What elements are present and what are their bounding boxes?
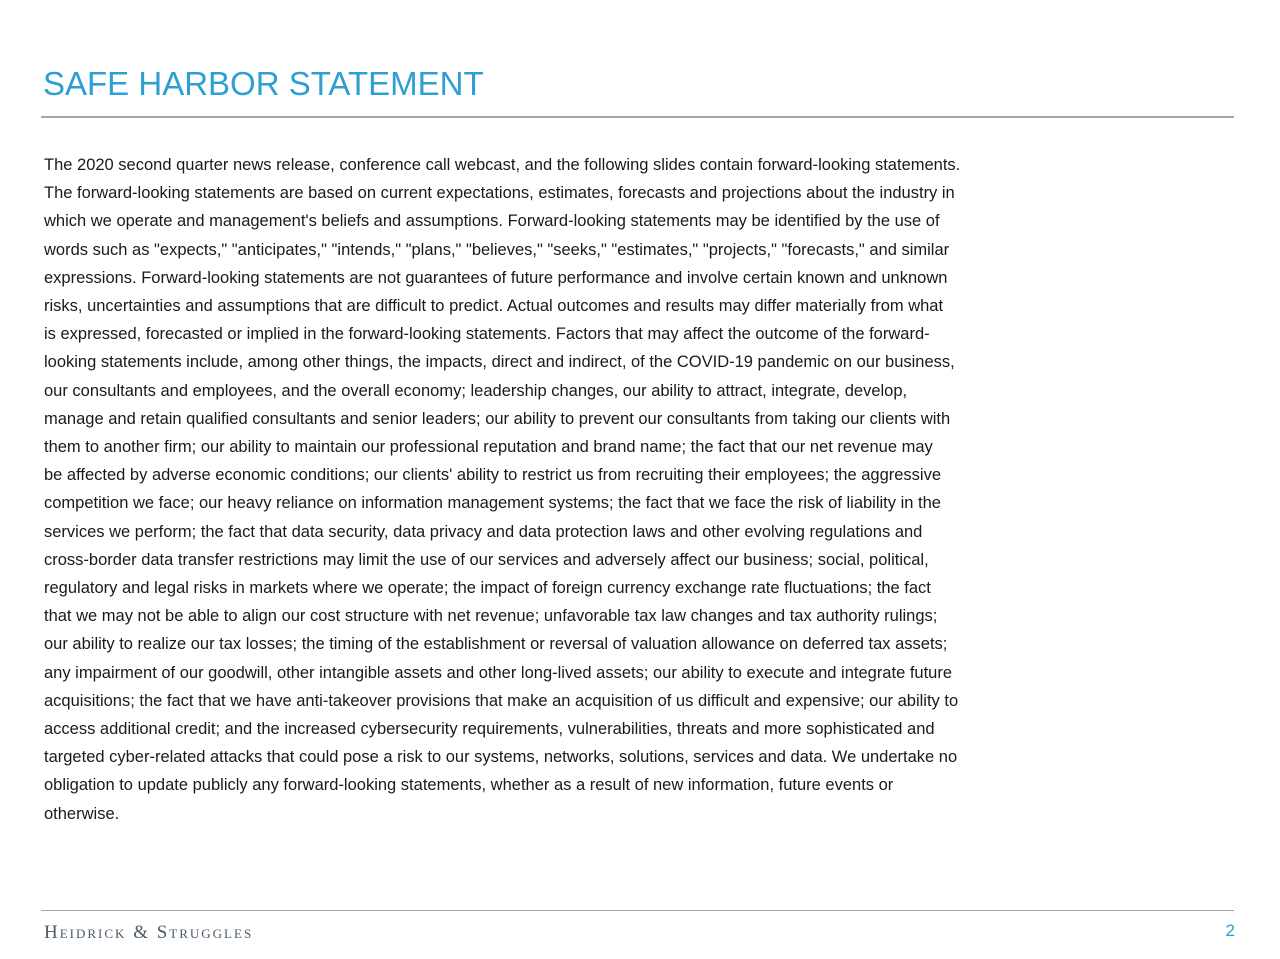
title-divider [41,116,1234,118]
body-line: them to another firm; our ability to maintain our professional reputation and brand name; the fact that our net revenue may [44,438,933,457]
page-number: 2 [1225,921,1235,940]
body-line: words such as "expects," "anticipates," "intends," "plans," "believes," "seeks," "estimates," "projects," "forecasts," and similar [44,240,950,259]
body-line: which we operate and management's beliefs and assumptions. Forward-looking statements may be identified by the use of [44,212,940,231]
body-line: expressions. Forward-looking statements are not guarantees of future performance and involve certain known and unknown [44,268,948,287]
body-line: manage and retain qualified consultants and senior leaders; our ability to prevent our consultants from taking our clients with [44,409,951,428]
body-line: services we perform; the fact that data security, data privacy and data protection laws and other evolving regulations and [44,522,923,541]
slide-title: SAFE HARBOR STATEMENT [43,65,484,102]
body-line: acquisitions; the fact that we have anti-takeover provisions that make an acquisition of us difficult and expensive; our ability to [44,691,959,710]
body-line: looking statements include, among other things, the impacts, direct and indirect, of the COVID-19 pandemic on our business, [44,353,955,372]
body-line: obligation to update publicly any forward-looking statements, whether as a result of new information, future events or [44,776,894,795]
safe-harbor-body [44,151,1232,841]
body-line: be affected by adverse economic conditions; our clients' ability to restrict us from recruiting their employees; the aggressive [44,466,942,485]
body-line: our ability to realize our tax losses; the timing of the establishment or reversal of valuation allowance on deferred tax assets; [44,635,948,654]
body-line: access additional credit; and the increased cybersecurity requirements, vulnerabilities, threats and more sophisticated and [44,720,935,739]
body-line: any impairment of our goodwill, other intangible assets and other long-lived assets; our ability to execute and integrate future [44,663,953,682]
body-line: regulatory and legal risks in markets where we operate; the impact of foreign currency exchange rate fluctuations; the fact [44,579,931,598]
body-line: competition we face; our heavy reliance on information management systems; the fact that we face the risk of liability in the [44,494,941,513]
body-line: is expressed, forecasted or implied in the forward-looking statements. Factors that may affect the outcome of the forward- [44,325,930,344]
body-line: risks, uncertainties and assumptions that are difficult to predict. Actual outcomes and results may differ materially from what [44,297,944,316]
heidrick-struggles-logo: Heidrick & Struggles [44,922,254,943]
body-line: cross-border data transfer restrictions may limit the use of our services and adversely affect our business; social, political, [44,550,929,569]
body-line: that we may not be able to align our cost structure with net revenue; unfavorable tax law changes and tax authority rulings; [44,607,938,626]
body-line: The 2020 second quarter news release, conference call webcast, and the following slides contain forward-looking statements. [44,156,961,174]
body-line: The forward-looking statements are based on current expectations, estimates, forecasts and projections about the industry in [44,184,955,203]
footer-divider [41,910,1234,911]
body-line: targeted cyber-related attacks that could pose a risk to our systems, networks, solutions, services and data. We undertake no [44,748,958,767]
body-line: otherwise. [44,804,120,823]
body-line: our consultants and employees, and the overall economy; leadership changes, our ability to attract, integrate, develop, [44,381,908,400]
